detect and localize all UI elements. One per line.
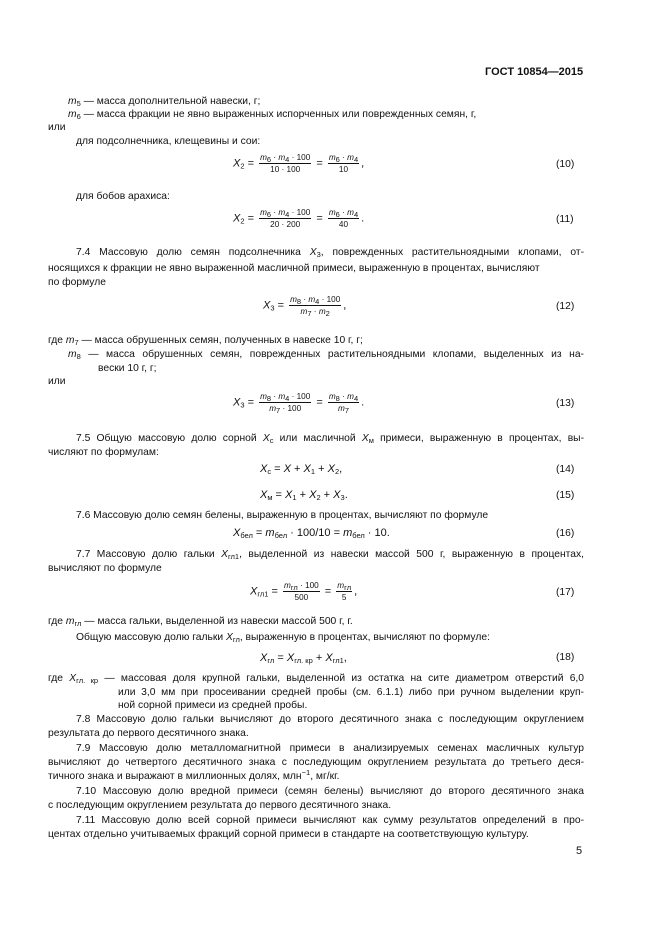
para-7-11-line2: центах отдельно учитываемых фракций сорной примеси в стандарте на соответствующую культуру.	[48, 829, 529, 840]
formula-17: $X_{гл1}$ = $\frac{m_{гл} \cdot 100}{500}$ = $\frac{m_{гл}}{5}$ ,	[250, 581, 358, 602]
para-7-8-line2: результата до первого десятичного знака.	[48, 728, 249, 739]
formula-11: $X_2$ = $\frac{m_6 \cdot m_4 \cdot 100}{20 \cdot 200}$ = $\frac{m_6 \cdot m_4}{40}$ .	[233, 208, 365, 229]
para-7-11-line1: 7.11 Массовую долю всей сорной примеси вычисляют как сумму результатов определений в про-	[76, 815, 584, 826]
formula-13: $X_3$ = $\frac{m_8 \cdot m_4 \cdot 100}{m_7 \cdot 100}$ = $\frac{m_8 \cdot m_4}{m_7}$ .	[233, 392, 365, 415]
peanut-label: для бобов арахиса:	[76, 191, 170, 202]
formula-12: $X_3$ = $\frac{m_8 \cdot m_4 \cdot 100}{m_7 \cdot m_2}$ ,	[263, 295, 347, 318]
para-7-7-line1: 7.7 Массовую долю гальки $X_{гл1}$, выделенной из навески массой 500 г, выраженную в процентах,	[76, 549, 585, 561]
para-7-8-line1: 7.8 Массовую долю гальки вычисляют до второго десятичного знака с последующим округлением	[76, 714, 584, 725]
def-m7: где $m_7$ — масса обрушенных семян, полученных в навеске 10 г, г;	[48, 335, 363, 347]
para-7-5-line1: 7.5 Общую массовую долю сорной $X_с$ или масличной $X_м$ примеси, выраженную в процентах, вы-	[76, 433, 584, 445]
def-m8-line1: $m_8$ — масса обрушенных семян, поврежденных растительноядными клопами, выделенных из на-	[68, 349, 584, 361]
para-7-9-line1: 7.9 Массовую долю металломагнитной примеси в анализируемых семенах масличных культур	[76, 743, 584, 754]
standard-header: ГОСТ 10854—2015	[485, 66, 584, 78]
formula-18: $X_{гл} = X_{гл. кр} + X_{гл1}$,	[260, 652, 347, 665]
formula-15: $X_м = X_1 + X_2 + X_3$.	[260, 489, 348, 502]
eq-number-11: (11)	[556, 214, 574, 225]
def-m5: $m_5$ — масса дополнительной навески, г;	[68, 96, 261, 108]
def-xglkr-line2: или 3,0 мм при просеивании средней пробы (см. 6.1.1) либо при ручном выделении круп-	[118, 687, 584, 698]
sunflower-label: для подсолнечника, клещевины и сои:	[76, 136, 261, 147]
def-xglkr-line1: где $X_{гл. кр}$ — массовая доля крупной гальки, выделенной из остатка на сите диаметром отверстий 6,0	[48, 673, 585, 685]
or-word: или	[48, 122, 66, 133]
eq-number-16: (16)	[556, 528, 575, 539]
eq-number-18: (18)	[556, 652, 575, 663]
page-number: 5	[576, 845, 583, 857]
para-7-6: 7.6 Массовую долю семян белены, выраженную в процентах, вычисляют по формуле	[76, 510, 489, 521]
def-m8-line2: вески 10 г, г;	[98, 363, 157, 374]
para-7-10-line1: 7.10 Массовую долю вредной примеси (семян белены) вычисляют до второго десятичного знака	[76, 786, 584, 797]
para-7-9-line2: вычисляют до четвертого десятичного знака с последующим округлением результата до третьего деся-	[48, 757, 584, 768]
para-7-4-line2: носящихся к фракции не явно выраженной масличной примеси, выраженную в процентах, вычисляют	[48, 263, 540, 274]
def-m6: $m_6$ — масса фракции не явно выраженных испорченных или поврежденных семян, г,	[68, 109, 477, 121]
para-7-4-line1: 7.4 Массовую долю семян подсолнечника $X_3$, поврежденных растительноядными клопами, от-	[76, 247, 584, 259]
def-mgl: где $m_{гл}$ — масса гальки, выделенной из навески массой 500 г, г.	[48, 616, 353, 628]
def-xglkr-line3: ной сорной примеси из средней пробы.	[118, 700, 308, 711]
para-7-10-line2: с последующим округлением результата до первого десятичного знака.	[48, 800, 392, 811]
formula-14: $X_с = X + X_1 + X_2$,	[260, 463, 343, 476]
eq-number-10: (10)	[556, 159, 575, 170]
para-7-5-line2: числяют по формулам:	[48, 447, 159, 458]
eq-number-17: (17)	[556, 587, 575, 598]
formula-10: $X_2$ = $\frac{m_6 \cdot m_4 \cdot 100}{10 \cdot 100}$ = $\frac{m_6 \cdot m_4}{10}$ ,	[233, 153, 365, 174]
or-word-2: или	[48, 376, 66, 387]
eq-number-14: (14)	[556, 464, 575, 475]
para-7-4-line3: по формуле	[48, 277, 106, 288]
eq-number-12: (12)	[556, 301, 575, 312]
eq-number-15: (15)	[556, 490, 575, 501]
total-gravel-line: Общую массовую долю гальки $X_{гл}$, выраженную в процентах, вычисляют по формуле:	[76, 632, 490, 644]
formula-16: $X_{бел} = m_{бел} \cdot 100/10 = m_{бел} \cdot 10$.	[233, 527, 390, 540]
para-7-7-line2: вычисляют по формуле	[48, 563, 162, 574]
eq-number-13: (13)	[556, 398, 575, 409]
para-7-9-line3: тичного знака и выражают в миллионных долях, млн$^{-1}$, мг/кг.	[48, 768, 340, 782]
